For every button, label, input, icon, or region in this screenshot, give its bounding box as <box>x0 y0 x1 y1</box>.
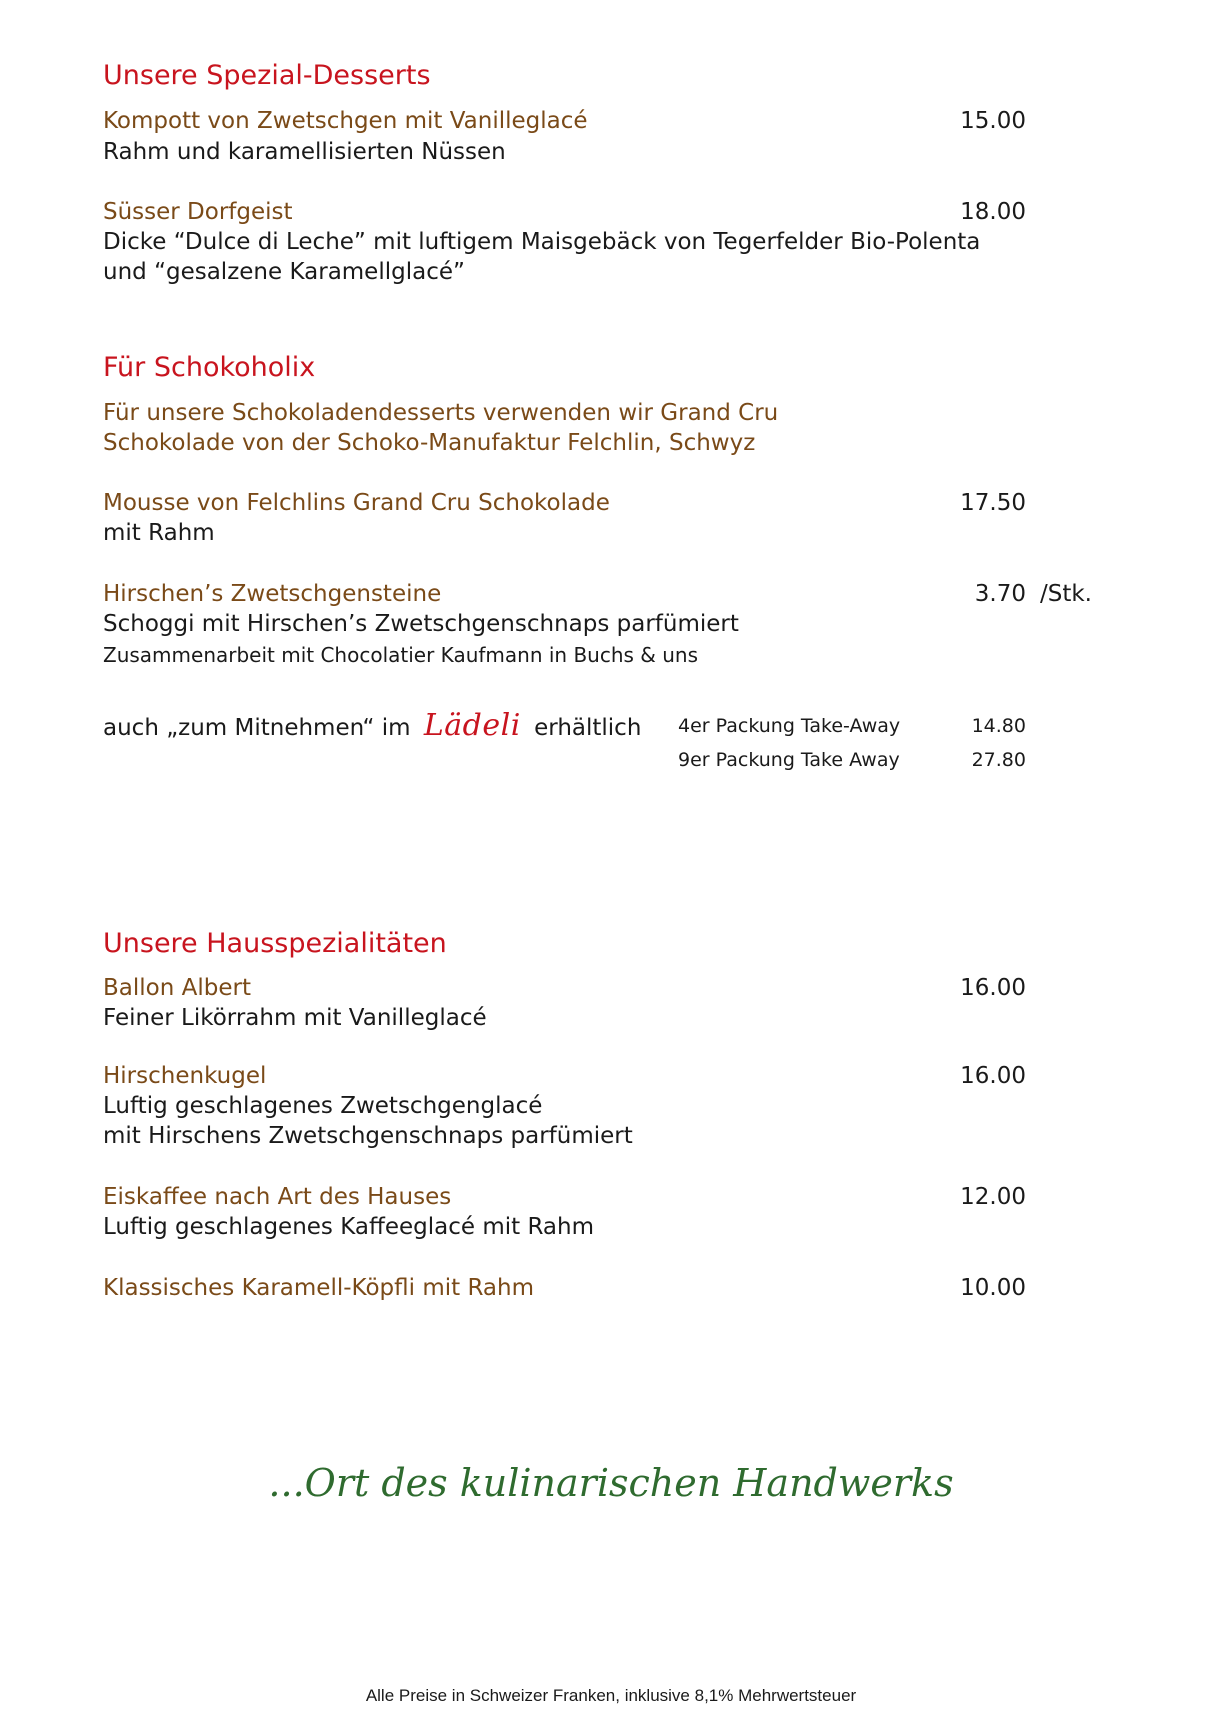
item-desc-hirschenkugel-line2: mit Hirschens Zwetschgenschnaps parfümiert <box>103 1123 633 1149</box>
schoko-intro-line2: Schokolade von der Schoko-Manufaktur Felchlin, Schwyz <box>103 430 756 456</box>
item-name-eiskaffee: Eiskaffee nach Art des Hauses <box>103 1184 452 1210</box>
takeaway-note <box>103 710 641 744</box>
schoko-intro-line1: Für unsere Schokoladendesserts verwenden wir Grand Cru <box>103 400 779 426</box>
item-desc-mousse: mit Rahm <box>103 520 215 546</box>
item-desc-hirschenkugel-line1: Luftig geschlagenes Zwetschgenglacé <box>103 1093 543 1119</box>
item-desc-eiskaffee: Luftig geschlagenes Kaffeeglacé mit Rahm <box>103 1214 594 1240</box>
slogan: ...Ort des kulinarischen Handwerks <box>268 1461 954 1505</box>
item-desc-ballon-albert: Feiner Likörrahm mit Vanilleglacé <box>103 1005 487 1031</box>
item-name-suesser-dorfgeist: Süsser Dorfgeist <box>103 199 293 225</box>
item-name-kompott: Kompott von Zwetschgen mit Vanilleglacé <box>103 108 588 134</box>
item-name-mousse: Mousse von Felchlins Grand Cru Schokolade <box>103 490 610 516</box>
item-price-eiskaffee: 12.00 <box>960 1184 1026 1210</box>
pack-price-9er: 27.80 <box>971 749 1026 771</box>
item-name-hirschenkugel: Hirschenkugel <box>103 1063 267 1089</box>
price-footnote: Alle Preise in Schweizer Franken, inklusive 8,1% Mehrwertsteuer <box>365 1686 857 1705</box>
item-price-zwetschgensteine: 3.70 <box>974 581 1026 607</box>
pack-label-9er: 9er Packung Take Away <box>678 749 900 771</box>
item-price-kompott: 15.00 <box>960 108 1026 134</box>
pack-label-4er: 4er Packung Take-Away <box>678 715 901 737</box>
item-desc-zwetschgensteine-line1: Schoggi mit Hirschen’s Zwetschgenschnaps parfümiert <box>103 611 739 637</box>
item-price-ballon-albert: 16.00 <box>960 975 1026 1001</box>
pack-price-4er: 14.80 <box>971 715 1026 737</box>
item-desc-suesser-dorfgeist-line1: Dicke “Dulce di Leche” mit luftigem Maisgebäck von Tegerfelder Bio-Polenta <box>103 229 981 255</box>
ladeli-logo: Lädeli <box>423 708 521 743</box>
section-title-spezial-desserts: Unsere Spezial-Desserts <box>103 60 431 91</box>
item-name-ballon-albert: Ballon Albert <box>103 975 251 1001</box>
item-name-zwetschgensteine: Hirschen’s Zwetschgensteine <box>103 581 442 607</box>
item-price-mousse: 17.50 <box>960 490 1026 516</box>
item-desc-suesser-dorfgeist-line2: und “gesalzene Karamellglacé” <box>103 259 465 285</box>
item-price-suesser-dorfgeist: 18.00 <box>960 199 1026 225</box>
takeaway-suffix: erhältlich <box>534 715 642 741</box>
item-desc-zwetschgensteine-line2: Zusammenarbeit mit Chocolatier Kaufmann in Buchs & uns <box>103 643 699 667</box>
section-title-hausspezialitaeten: Unsere Hausspezialitäten <box>103 928 447 959</box>
item-price-karamell-koepfli: 10.00 <box>960 1275 1026 1301</box>
takeaway-prefix: auch „zum Mitnehmen“ im <box>103 715 411 741</box>
item-price-hirschenkugel: 16.00 <box>960 1063 1026 1089</box>
item-desc-kompott: Rahm und karamellisierten Nüssen <box>103 139 506 165</box>
item-name-karamell-koepfli: Klassisches Karamell-Köpfli mit Rahm <box>103 1275 535 1301</box>
item-unit-zwetschgensteine: /Stk. <box>1040 581 1092 607</box>
section-title-schokoholix: Für Schokoholix <box>103 352 316 383</box>
